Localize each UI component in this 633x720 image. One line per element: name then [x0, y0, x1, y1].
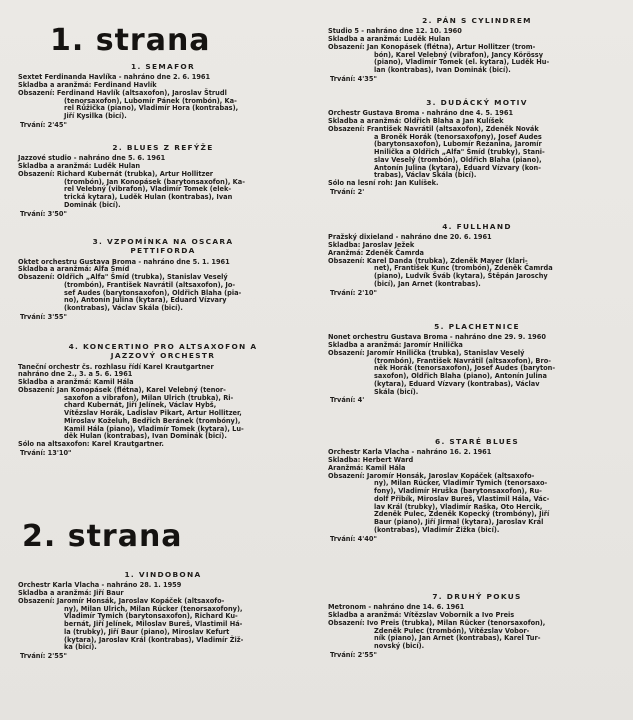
solo-line: Sólo na lesní roh: Jan Kulíšek. — [328, 179, 439, 188]
personnel-first: Ferdinand Havlík (altsaxofon), Jaroslav Štrudl — [56, 88, 227, 97]
personnel — [328, 620, 626, 651]
personnel — [18, 90, 308, 121]
personnel-cont: (trombón), František Navrátil (altsaxofon), Jo- — [64, 280, 236, 289]
personnel-label: Obsazení: — [18, 169, 55, 178]
personnel-cont: lav Král (trubky), Vladimír Raška, Oto Hercik, — [374, 502, 543, 511]
personnel-cont: (barytonsaxofon), Lubomír Řezanina, Jaromír — [374, 140, 542, 149]
personnel-cont: ka (bicí). — [64, 643, 97, 652]
personnel-cont: no), Antonín Julina (kytara), Eduard Vízvary — [64, 296, 227, 305]
personnel-cont: Vladimír Tymich (barytonsaxofon), Richard Ku- — [64, 612, 238, 621]
personnel — [18, 274, 308, 313]
track-duration: Trvání: 2'45" — [20, 120, 67, 129]
recording-line: Orchestr Karla Vlacha - nahráno 16. 2. 1961 — [328, 448, 492, 457]
personnel-cont: bernát, Jiří Jelínek, Miloslav Bureš, Vlastimil Há- — [64, 620, 243, 629]
personnel-cont: Skála (bicí). — [374, 387, 419, 396]
track-s1-1 — [18, 62, 308, 130]
track-duration: Trvání: 2'10" — [330, 288, 377, 297]
personnel-cont: Dominák (bicí). — [64, 200, 121, 209]
composer-line: Skladba a aranžmá: Luděk Hulan — [18, 162, 141, 171]
personnel-label: Obsazení: — [18, 596, 55, 605]
personnel-cont: Zdeněk Pulec, Zdeněk Kopecký (trombóny), Jiří — [374, 510, 550, 519]
personnel-cont: saxofon), Oldřich Blaha (piano), Antonín Julina — [374, 372, 547, 381]
personnel-cont: Miroslav Koželuh, Bedřich Beránek (trombóny), — [64, 416, 241, 425]
track-s2-7 — [328, 592, 626, 660]
track-title: 7. DRUHÝ POKUS — [432, 592, 522, 601]
track-s2-4 — [328, 222, 626, 297]
track-title: 3. DUDÁCKÝ MOTIV — [426, 98, 528, 107]
recording-line: Metronom - nahráno dne 14. 6. 1961 — [328, 603, 465, 612]
track-duration: Trvání: 2'55" — [330, 650, 377, 659]
personnel-cont: bón), Karel Velebný (vibrafon), Jancy Körössy — [374, 50, 544, 59]
personnel-cont: Zdeněk Pulec (trombón), Vítězslav Vobor- — [374, 626, 530, 635]
recording-line: Taneční orchestr čs. rozhlasu řídí Karel Krautgartner — [18, 362, 214, 371]
personnel-cont: rel Velebný (vibrafon), Vladimír Tomek (elek- — [64, 185, 232, 194]
track-title: 5. PLACHETNICE — [434, 322, 520, 331]
personnel-cont: Jiří Kysilka (bicí). — [64, 112, 127, 121]
arranger-line: Aranžmá: Kamil Hála — [328, 463, 406, 472]
personnel-cont: sef Audes (barytonsaxofon), Oldřich Blaha (pia- — [64, 288, 242, 297]
composer-line: Skladba a aranžmá: Kamil Hála — [18, 378, 134, 387]
personnel-cont: něk Horák (tenorsaxofon), Josef Audes (baryton- — [374, 364, 556, 373]
track-s1-3 — [18, 237, 308, 322]
personnel-label: Obsazení: — [18, 273, 55, 282]
personnel-first: Jan Konopásek (flétna), Karel Velebný (tenor- — [56, 385, 226, 394]
track-title: 2. PÁN S CYLINDREM — [422, 16, 532, 25]
track-title: 3. VZPOMÍNKA NA OSCARA PETTIFORDA — [92, 237, 234, 256]
personnel-cont: (kontrabas), Václav Skála (bicí). — [64, 304, 183, 313]
track-title: 4. KONCERTINO PRO ALTSAXOFON A JAZZOVÝ ORCHESTR — [68, 342, 258, 361]
recording-line: Oktet orchestru Gustava Broma - nahráno dne 5. 1. 1961 — [18, 257, 230, 266]
recording-line: Sextet Ferdinanda Havlíka - nahráno dne 2. 6. 1961 — [18, 73, 211, 82]
personnel — [18, 387, 308, 441]
personnel-cont: slav Veselý (trombón), Oldřich Blaha (piano), — [374, 155, 542, 164]
track-title: 1. SEMAFOR — [131, 62, 195, 71]
personnel-cont: (kontrabas), Vladimír Žižka (bicí). — [374, 525, 500, 534]
personnel — [18, 171, 308, 210]
track-s2-6 — [328, 437, 626, 543]
personnel-first: Jan Konopásek (flétna), Artur Hollitzer (trom- — [366, 42, 536, 51]
composer-line: Skladba: Jaroslav Ježek — [328, 241, 415, 250]
track-title: 2. BLUES Z REFÝŽE — [112, 143, 214, 152]
composer-line: Skladba: Herbert Ward — [328, 456, 414, 465]
track-duration: Trvání: 4'40" — [330, 534, 377, 543]
personnel-label: Obsazení: — [328, 618, 365, 627]
track-duration: Trvání: 4'35" — [330, 74, 377, 83]
track-title: 1. VINDOBONA — [124, 570, 202, 579]
personnel-cont: Hnilička a Oldřich „Alfa" Šmíd (trubky), Stani- — [374, 148, 545, 157]
personnel-cont: trická kytara), Luděk Hulan (kontrabas), Ivan — [64, 193, 233, 202]
personnel-first: Karel Danda (trubka), Zdeněk Mayer (klari- — [366, 256, 528, 265]
composer-line: Skladba a aranžmá: Vítězslav Vobornik a Ivo Preis — [328, 611, 515, 620]
personnel-label: Obsazení: — [328, 471, 365, 480]
personnel-cont: fony), Vladimír Hruška (barytonsaxofon), Ru- — [374, 487, 542, 496]
solo-line: Sólo na altsaxofon: Karel Krautgartner. — [18, 440, 164, 449]
track-s2-3 — [328, 98, 626, 197]
recording-line: Orchestr Karla Vlacha - nahráno 28. 1. 1959 — [18, 581, 182, 590]
personnel — [328, 473, 626, 535]
personnel-cont: ny), Milan Ulrich, Milan Rücker (tenorsaxofony), — [64, 604, 243, 613]
personnel — [328, 126, 626, 180]
track-s1-4 — [18, 342, 308, 458]
personnel-first: Jaromír Hnilička (trubka), Stanislav Veselý — [366, 348, 525, 357]
personnel-first: František Navrátil (altsaxofon), Zdeněk Novák — [366, 124, 539, 133]
personnel-label: Obsazení: — [328, 256, 365, 265]
recording-line: Studio 5 - nahráno dne 12. 10. 1960 — [328, 27, 462, 36]
track-duration: Trvání: 2'55" — [20, 652, 67, 661]
personnel-cont: děk Hulan (kontrabas), Ivan Dominák (bicí). — [64, 432, 227, 441]
composer-line: Skladba a aranžmá: Ferdinand Havlík — [18, 81, 157, 90]
personnel-cont: Kamil Hála (piano), Vladimír Tomek (kytara), Lu- — [64, 424, 244, 433]
personnel-cont: la (trubky), Jiří Baur (piano), Miroslav Kefurt — [64, 627, 230, 636]
arranger-line: Aranžmá: Zdeněk Čamrda — [328, 248, 424, 257]
personnel-cont: (kytara), Eduard Vízvary (kontrabas), Václav — [374, 379, 540, 388]
recording-line: Nonet orchestru Gustava Broma - nahráno dne 29. 9. 1960 — [328, 333, 546, 342]
track-duration: Trvání: 3'50" — [20, 209, 67, 218]
composer-line: Skladba a aranžmá: Jaromír Hnilička — [328, 341, 463, 350]
personnel-cont: ny), Milan Rücker, Vladimír Tymich (tenorsaxo- — [374, 479, 548, 488]
personnel-first: Jaromír Honsák, Jaroslav Kopáček (altsaxofo- — [366, 471, 535, 480]
personnel-first: Jaromír Honsák, Jaroslav Kopáček (altsaxofo- — [56, 596, 225, 605]
personnel-cont: Antonín Julina (kytara), Eduard Vízvary (kon- — [374, 163, 541, 172]
personnel-first: Ivo Preis (trubka), Milan Rücker (tenorsaxofon), — [366, 618, 546, 627]
track-duration: Trvání: 4' — [330, 396, 365, 405]
personnel-label: Obsazení: — [18, 385, 55, 394]
track-s2-1 — [18, 570, 308, 661]
personnel — [18, 598, 308, 652]
track-duration: Trvání: 2' — [330, 187, 365, 196]
personnel-first: Richard Kubernát (trubka), Artur Hollitzer — [56, 169, 214, 178]
personnel-cont: novský (bicí). — [374, 642, 425, 651]
personnel-cont: Vítězslav Horák, Ladislav Pikart, Artur Hollitzer, — [64, 409, 242, 418]
track-duration: Trvání: 3'55" — [20, 312, 67, 321]
personnel-cont: lan (kontrabas), Ivan Dominák (bicí). — [374, 66, 511, 75]
personnel-label: Obsazení: — [328, 348, 365, 357]
side-1-heading: 1. strana — [50, 23, 211, 58]
personnel-label: Obsazení: — [328, 42, 365, 51]
side-2-heading: 2. strana — [22, 519, 183, 554]
personnel-cont: (trombón), Jan Konopásek (barytonsaxofon), Ka- — [64, 177, 245, 186]
recording-line: Pražský dixieland - nahráno dne 20. 6. 1961 — [328, 233, 492, 242]
track-s2-5 — [328, 322, 626, 405]
personnel-cont: (piano), Vladimír Tomek (el. kytara), Luděk Hu- — [374, 58, 550, 67]
composer-line: Skladba a aranžmá: Alfa Šmíd — [18, 265, 130, 274]
personnel — [328, 258, 626, 289]
personnel-label: Obsazení: — [328, 124, 365, 133]
personnel-cont: a Broněk Horák (tenorsaxofony), Josef Audes — [374, 132, 542, 141]
personnel-cont: trabas), Václav Skála (bicí). — [374, 171, 477, 180]
track-title: 4. FULLHAND — [442, 222, 512, 231]
personnel-label: Obsazení: — [18, 88, 55, 97]
personnel-cont: chard Kubernát, Jiří Jelínek, Václav Hybš, — [64, 401, 217, 410]
personnel-first: Oldřich „Alfa" Šmíd (trubka), Stanislav Veselý — [56, 273, 228, 282]
track-duration: Trvání: 13'10" — [20, 448, 72, 457]
personnel-cont: (piano), Ludvík Šváb (kytara), Štěpán Jaroschy — [374, 272, 548, 281]
personnel-cont: rel Růžička (piano), Vladimír Hora (kontrabas), — [64, 104, 239, 113]
recording-line: Jazzové studio - nahráno dne 5. 6. 1961 — [18, 154, 166, 163]
personnel-cont: ník (piano), Jan Arnet (kontrabas), Karel Tur- — [374, 634, 541, 643]
personnel — [328, 44, 626, 75]
personnel — [328, 350, 626, 397]
track-s1-2 — [18, 143, 308, 218]
personnel-cont: (tenorsaxofon), Lubomír Pánek (trombón), Ka- — [64, 96, 237, 105]
personnel-cont: (kytara), Jaroslav Král (kontrabas), Vladimír Žiž- — [64, 635, 244, 644]
personnel-cont: (trombón), František Navrátil (altsaxofon), Bro- — [374, 356, 551, 365]
track-s2-2 — [328, 16, 626, 84]
composer-line: Skladba a aranžmá: Luděk Hulan — [328, 35, 451, 44]
recording-date-line: nahráno dne 2., 3. a 5. 6. 1961 — [18, 370, 133, 379]
personnel-cont: Baur (piano), Jiří Jirmal (kytara), Jaroslav Král — [374, 518, 544, 527]
recording-line: Orchestr Gustava Broma - nahráno dne 4. 5. 1961 — [328, 109, 514, 118]
personnel-cont: (bicí), Jan Arnet (kontrabas). — [374, 279, 481, 288]
personnel-cont: net), František Kunc (trombón), Zdeněk Čamrda — [374, 264, 553, 273]
composer-line: Skladba a aranžmá: Oldřich Blaha a Jan Kulíšek — [328, 117, 504, 126]
track-title: 6. STARÉ BLUES — [435, 437, 519, 446]
personnel-cont: dolf Přibík, Miroslav Bureš, Vlastimil Hála, Vác- — [374, 494, 550, 503]
composer-line: Skladba a aranžmá: Jiří Baur — [18, 589, 124, 598]
personnel-cont: saxofon a vibrafon), Milan Ulrich (trubka), Ri- — [64, 393, 234, 402]
